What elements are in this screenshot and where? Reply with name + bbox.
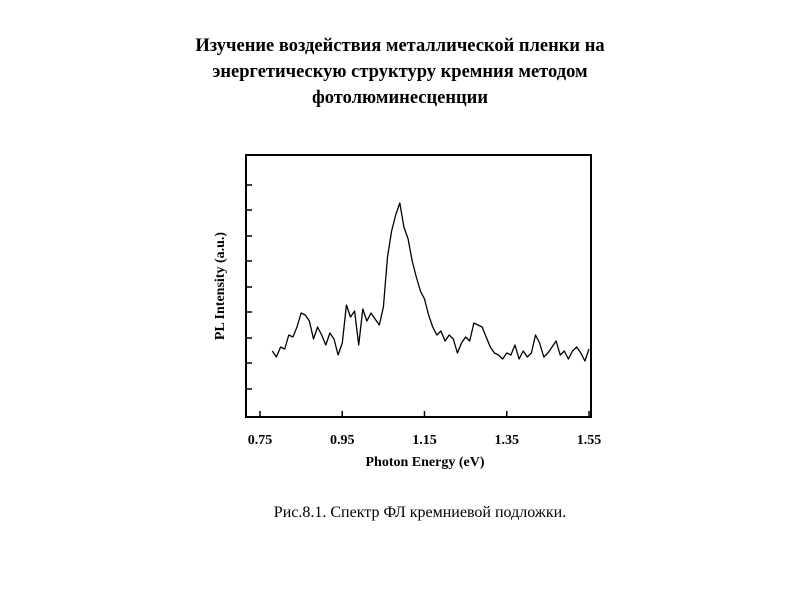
x-tick-label: 1.15	[412, 433, 437, 448]
x-tick-label: 1.55	[576, 433, 602, 448]
slide-title-line-1: Изучение воздействия металлической пленки на	[195, 36, 605, 56]
x-axis-label: Photon Energy (eV)	[365, 455, 485, 470]
x-tick-label: 1.35	[494, 433, 519, 448]
figure-caption: Рис.8.1. Спектр ФЛ кремниевой подложки.	[273, 504, 567, 521]
x-tick-label: 0.75	[247, 433, 273, 448]
pl-spectrum-line	[272, 203, 589, 361]
slide-title-line-2: энергетическую структуру кремния методом	[212, 62, 588, 82]
x-tick-label: 0.95	[330, 433, 355, 448]
slide-title-line-3: фотолюминесценции	[311, 88, 488, 108]
y-axis-label: PL Intensity (a.u.)	[213, 231, 228, 341]
